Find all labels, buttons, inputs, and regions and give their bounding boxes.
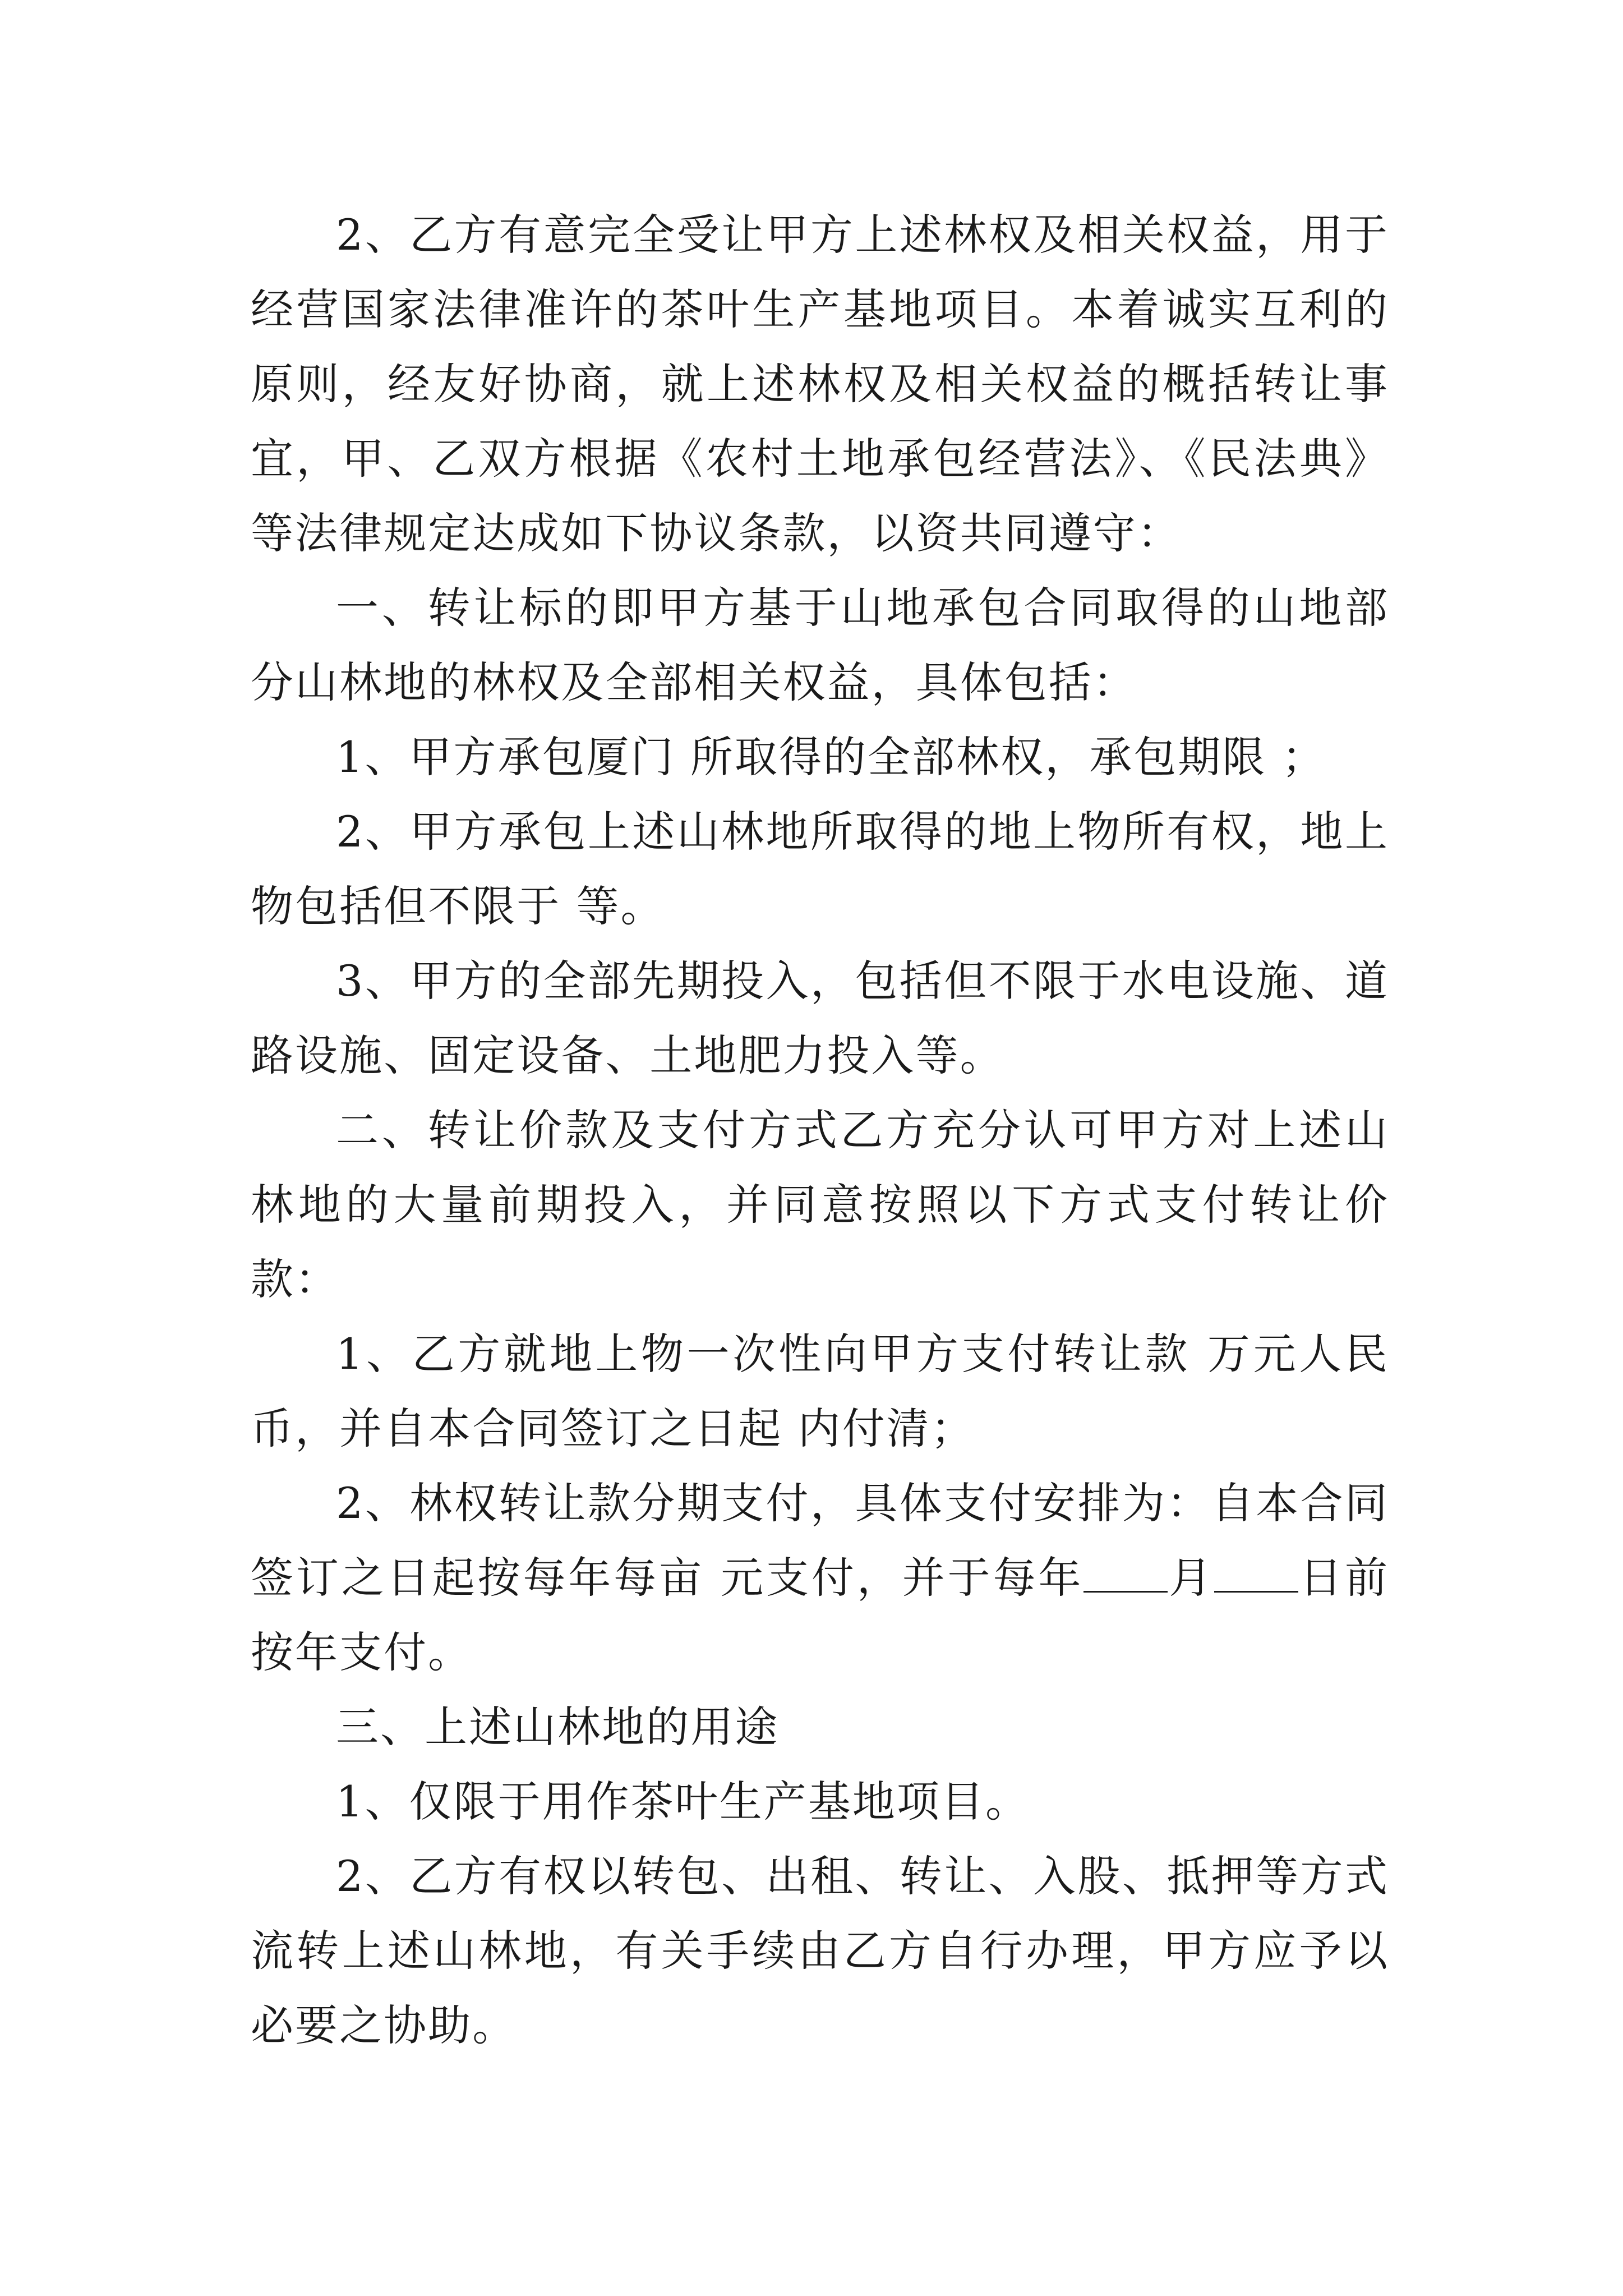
paragraph-item-1-3: 3、甲方的全部先期投入，包括但不限于水电设施、道路设施、固定设备、土地肥力投入等。 [251, 956, 1389, 1080]
paragraph-item-3-2: 2、乙方有权以转包、出租、转让、入股、抵押等方式流转上述山林地，有关手续由乙方自行办理，甲方应予以必要之协助。 [251, 1851, 1389, 2050]
payment-text-part1: 2、林权转让款分期支付，具体支付安排为：自本合同签订之日起按每年每亩 元支付，并于每年 [251, 1478, 1389, 1603]
month-blank [1083, 1553, 1168, 1593]
paragraph-item-3-1: 1、仅限于用作茶叶生产基地项目。 [336, 1777, 1030, 1826]
paragraph-section-1-heading: 一、转让标的即甲方基于山地承包合同取得的山地部分山林地的林权及全部相关权益，具体包括： [251, 583, 1389, 707]
document-body [251, 197, 1389, 2063]
paragraph-item-2-2 [251, 1466, 1389, 1690]
paragraph-item-1-2: 2、甲方承包上述山林地所取得的地上物所有权，地上物包括但不限于 等。 [251, 807, 1389, 931]
paragraph-section-3-heading: 三、上述山林地的用途 [336, 1702, 780, 1752]
day-blank [1214, 1553, 1298, 1593]
paragraph-item-1-1: 1、甲方承包厦门 所取得的全部林权，承包期限 ； [336, 732, 1326, 782]
paragraph-intent: 2、乙方有意完全受让甲方上述林权及相关权益，用于经营国家法律准许的茶叶生产基地项目。本着诚实互利的原则，经友好协商，就上述林权及相关权益的概括转让事宜，甲、乙双方根据《农村土地承包经营法》、《民法典》等法律规定达成如下协议条款，以资共同遵守： [251, 210, 1389, 558]
payment-text-part3: 日前按年支付。 [251, 1553, 1389, 1677]
paragraph-item-2-1: 1、乙方就地上物一次性向甲方支付转让款 万元人民币，并自本合同签订之日起 内付清； [251, 1329, 1389, 1453]
paragraph-section-2-heading: 二、转让价款及支付方式乙方充分认可甲方对上述山林地的大量前期投入，并同意按照以下方式支付转让价款： [251, 1105, 1389, 1304]
payment-text-part2: 月 [1168, 1553, 1215, 1603]
